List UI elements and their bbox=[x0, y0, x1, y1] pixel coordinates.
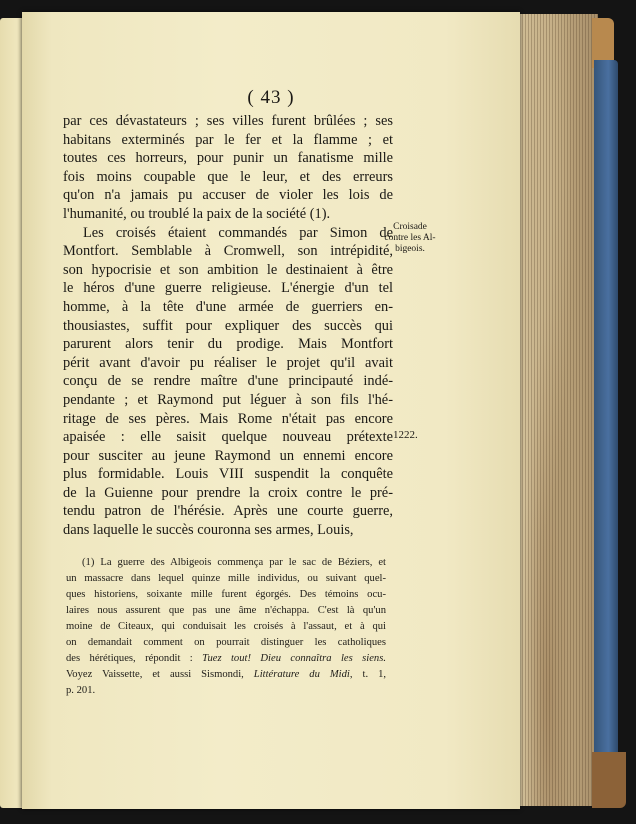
body-line: conçu de se rendre maître d'une principauté indé- bbox=[63, 373, 393, 390]
footnote-text: Voyez Vaissette, et aussi Sismondi, bbox=[66, 669, 254, 680]
body-line: toutes ces horreurs, pour punir un fanatisme mille bbox=[63, 150, 393, 167]
body-line: parurent alors tenir du prodige. Mais Montfort bbox=[63, 336, 393, 353]
footnote-line: (1) La guerre des Albigeois commença par le sac de Béziers, et bbox=[82, 557, 386, 568]
body-line: par ces dévastateurs ; ses villes furent brûlées ; ses bbox=[63, 113, 393, 129]
body-line: le héros d'une guerre religieuse. L'énergie d'un tel bbox=[63, 280, 393, 297]
page-number: ( 43 ) bbox=[247, 87, 295, 108]
margin-note-line: contre les Al- bbox=[384, 233, 436, 243]
margin-note-line: bigeois. bbox=[395, 244, 425, 254]
footnote-line: p. 201. bbox=[66, 685, 96, 696]
body-line: pendante ; et Raymond put léguer à son fils l'hé- bbox=[63, 391, 393, 408]
margin-note-line: Croisade bbox=[393, 222, 427, 232]
body-line: pour susciter au jeune Raymond un ennemi encore bbox=[63, 447, 393, 464]
body-text bbox=[63, 112, 393, 540]
footnote-line: on demandait comment on pourrait distinguer les catholiques bbox=[66, 637, 386, 648]
body-line: fois moins coupable que le leur, et des erreurs bbox=[63, 168, 393, 185]
book-page-edges bbox=[516, 14, 598, 806]
footnote-line: ques historiens, soixante mille furent égorgés. Des témoins ocu- bbox=[66, 589, 386, 600]
margin-note-year: 1222. bbox=[393, 429, 418, 441]
footnote-line bbox=[66, 651, 386, 667]
body-line: habitans exterminés par le fer et la flamme ; et bbox=[63, 131, 393, 148]
footnote-line: moine de Citeaux, qui conduisait les croisés à l'assaut, et à qui bbox=[66, 621, 386, 632]
body-line: qu'on n'a jamais pu accuser de violer les lois de bbox=[63, 187, 393, 204]
body-line: Montfort. Semblable à Cromwell, son intrépidité, bbox=[63, 243, 393, 260]
body-line: ritage de ses pères. Mais Rome n'était pas encore bbox=[63, 410, 393, 427]
body-line: thousiastes, suffit pour expliquer des succès qui bbox=[63, 317, 393, 334]
footnote-book-title: Littérature du Midi bbox=[253, 669, 350, 680]
footnote-line bbox=[66, 667, 386, 683]
body-line: dans laquelle le succès couronna ses armes, Louis, bbox=[63, 522, 354, 539]
cover-corner-bottom bbox=[592, 752, 626, 808]
footnote-text: des hérétiques, répondit : bbox=[66, 653, 203, 664]
body-line: de la Guienne pour prendre la croix contre le pré- bbox=[63, 484, 393, 501]
book-page bbox=[22, 12, 520, 809]
body-line: apaisée : elle saisit quelque nouveau prétexte bbox=[63, 429, 393, 446]
footnote-text: , t. 1, bbox=[349, 669, 387, 680]
body-line: plus formidable. Louis VIII suspendit la conquête bbox=[63, 466, 393, 483]
margin-note-croisade bbox=[375, 222, 445, 255]
body-line: tendu patron de l'hérésie. Après une courte guerre, bbox=[63, 503, 393, 520]
body-line: périt avant d'avoir pu réaliser le projet qu'il avait bbox=[63, 354, 393, 371]
footnote-line: un massacre dans lequel quinze mille individus, ou suivant quel- bbox=[66, 573, 386, 584]
body-line: Les croisés étaient commandés par Simon de bbox=[83, 224, 393, 241]
body-line: son hypocrisie et son ambition le destinaient à être bbox=[63, 261, 393, 278]
body-line: homme, à la tête d'une armée de guerriers en- bbox=[63, 298, 393, 315]
footnote-line: laires nous assurent que pas une âme n'échappa. C'est là qu'un bbox=[66, 605, 386, 616]
book-cover-spine bbox=[594, 60, 618, 780]
footnote-quote: Tuez tout! Dieu connaîtra les siens. bbox=[202, 653, 386, 664]
body-line: l'humanité, ou troublé la paix de la société (1). bbox=[63, 205, 331, 222]
footnote bbox=[66, 555, 386, 699]
facing-page-edge bbox=[0, 18, 24, 808]
